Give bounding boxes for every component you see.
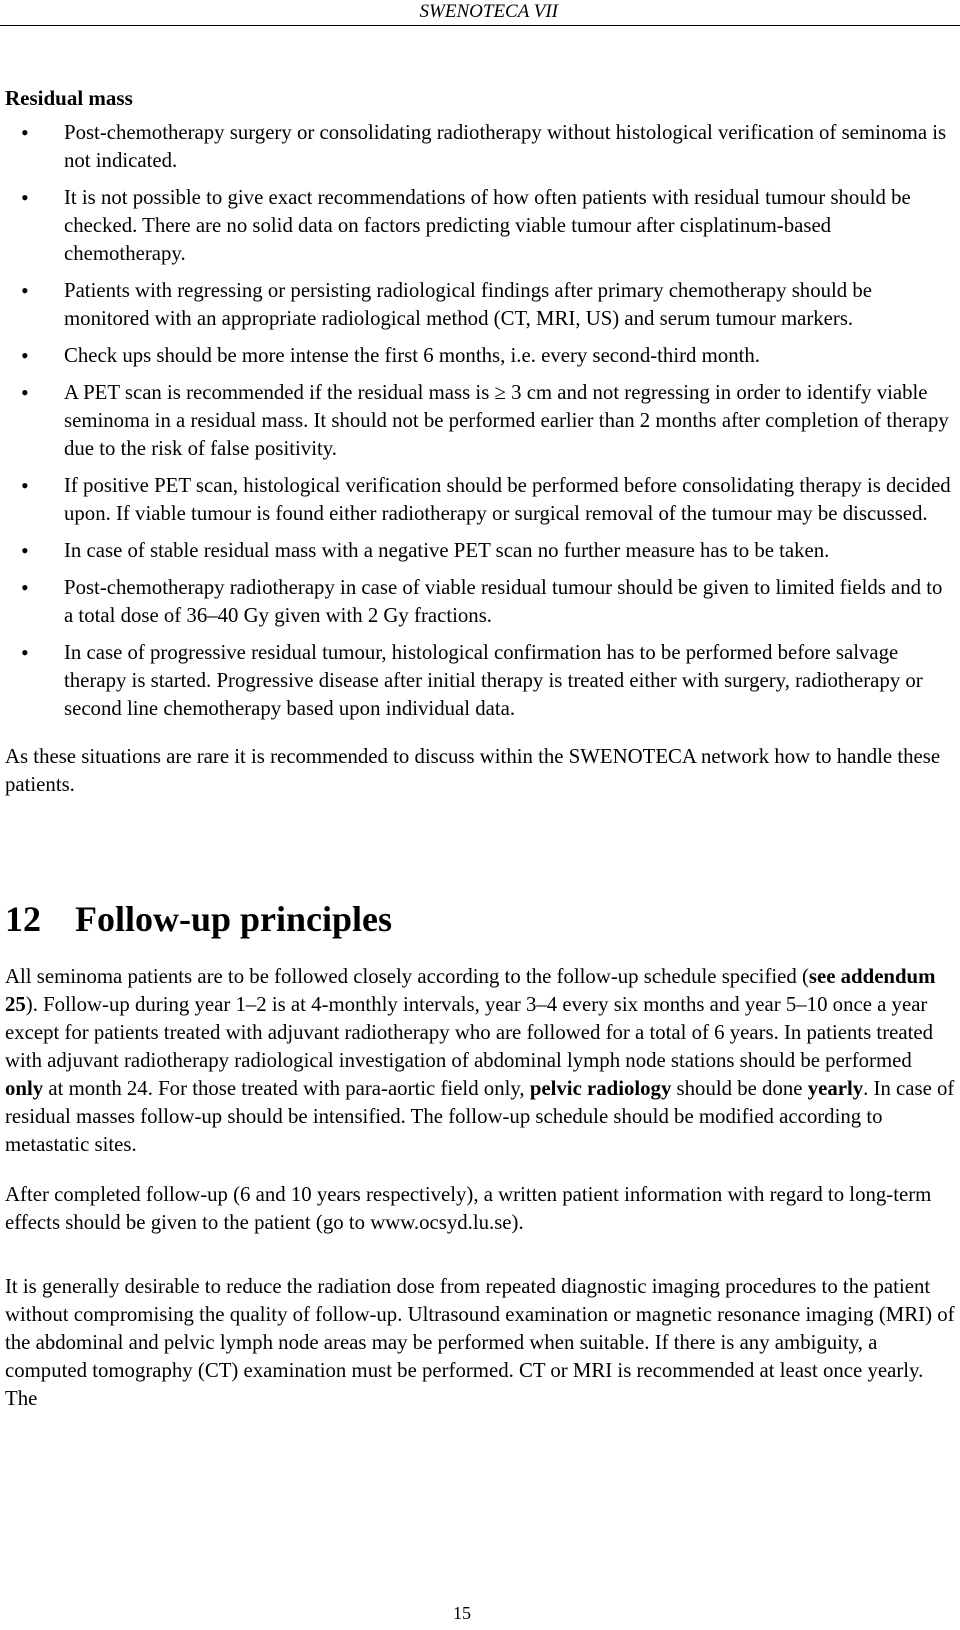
chapter-number: 12 [5,899,41,939]
emphasis-only: only [5,1077,44,1100]
list-item: • If positive PET scan, histological verification should be performed before consolidating therapy is decided upon. If viable tumour is found either radiotherapy or surgical removal of the tumour may be discussed. [5,472,955,528]
chapter-heading [5,897,955,941]
running-header [0,0,960,26]
list-item: • It is not possible to give exact recommendations of how often patients with residual tumour should be checked. There are no solid data on factors predicting viable tumour after cisplatinum-based chemotherapy. [5,184,955,268]
addendum-reference: see addendum 25 [5,965,936,1016]
text-run: at month 24. For those treated with para-aortic field only, [43,1077,530,1100]
page-number: 15 [453,1603,471,1623]
list-item: • In case of progressive residual tumour, histological confirmation has to be performed before salvage therapy is started. Progressive disease after initial therapy is treated either with surgery, radiotherapy or second line chemotherapy based upon individual data. [5,639,955,723]
chapter-title: Follow-up principles [75,899,393,939]
running-header-title: SWENOTECA VII [419,1,558,22]
emphasis-yearly: yearly [807,1077,864,1100]
residual-mass-closing-paragraph: As these situations are rare it is recommended to discuss within the SWENOTECA network how to handle these patients. [5,745,941,796]
list-item: • Check ups should be more intense the first 6 months, i.e. every second-third month. [5,342,955,370]
text-run: ). Follow-up during year 1–2 is at 4-monthly intervals, year 3–4 every six months and year 5–10 once a year except for patients treated with adjuvant radiotherapy who are followed for a total of 6 years. In patients treated with adjuvant radiotherapy radiological investigation of abdominal lymph node stations should be performed [5,993,933,1072]
follow-up-paragraph-1 [5,963,955,1159]
section-heading-residual-mass: Residual mass [5,86,133,110]
text-run: should be done [671,1077,808,1100]
follow-up-paragraph-2: After completed follow-up (6 and 10 years respectively), a written patient information with regard to long-term effects should be given to the patient (go to www.ocsyd.lu.se). [5,1183,932,1234]
residual-mass-list [5,119,955,723]
text-run: . In case of residual masses follow-up should be intensified. The follow-up schedule should be modified according to metastatic sites. [5,1077,955,1156]
list-item: • A PET scan is recommended if the residual mass is ≥ 3 cm and not regressing in order to identify viable seminoma in a residual mass. It should not be performed earlier than 2 months after completion of therapy due to the risk of false positivity. [5,379,955,463]
follow-up-paragraph-3: It is generally desirable to reduce the radiation dose from repeated diagnostic imaging procedures to the patient without compromising the quality of follow-up. Ultrasound examination or magnetic resonance imaging (MRI) of the abdominal and pelvic lymph node areas may be performed when suitable. If there is any ambiguity, a computed tomography (CT) examination must be performed. CT or MRI is recommended at least once yearly. The [5,1275,955,1410]
list-item: • Patients with regressing or persisting radiological findings after primary chemotherapy should be monitored with an appropriate radiological method (CT, MRI, US) and serum tumour markers. [5,277,955,333]
list-item: • In case of stable residual mass with a negative PET scan no further measure has to be taken. [5,537,955,565]
text-run: All seminoma patients are to be followed closely according to the follow-up schedule specified ( [5,965,809,988]
list-item: • Post-chemotherapy surgery or consolidating radiotherapy without histological verification of seminoma is not indicated. [5,119,955,175]
list-item: • Post-chemotherapy radiotherapy in case of viable residual tumour should be given to limited fields and to a total dose of 36–40 Gy given with 2 Gy fractions. [5,574,955,630]
emphasis-pelvic-radiology: pelvic radiology [529,1077,672,1100]
page-body [5,84,955,1413]
